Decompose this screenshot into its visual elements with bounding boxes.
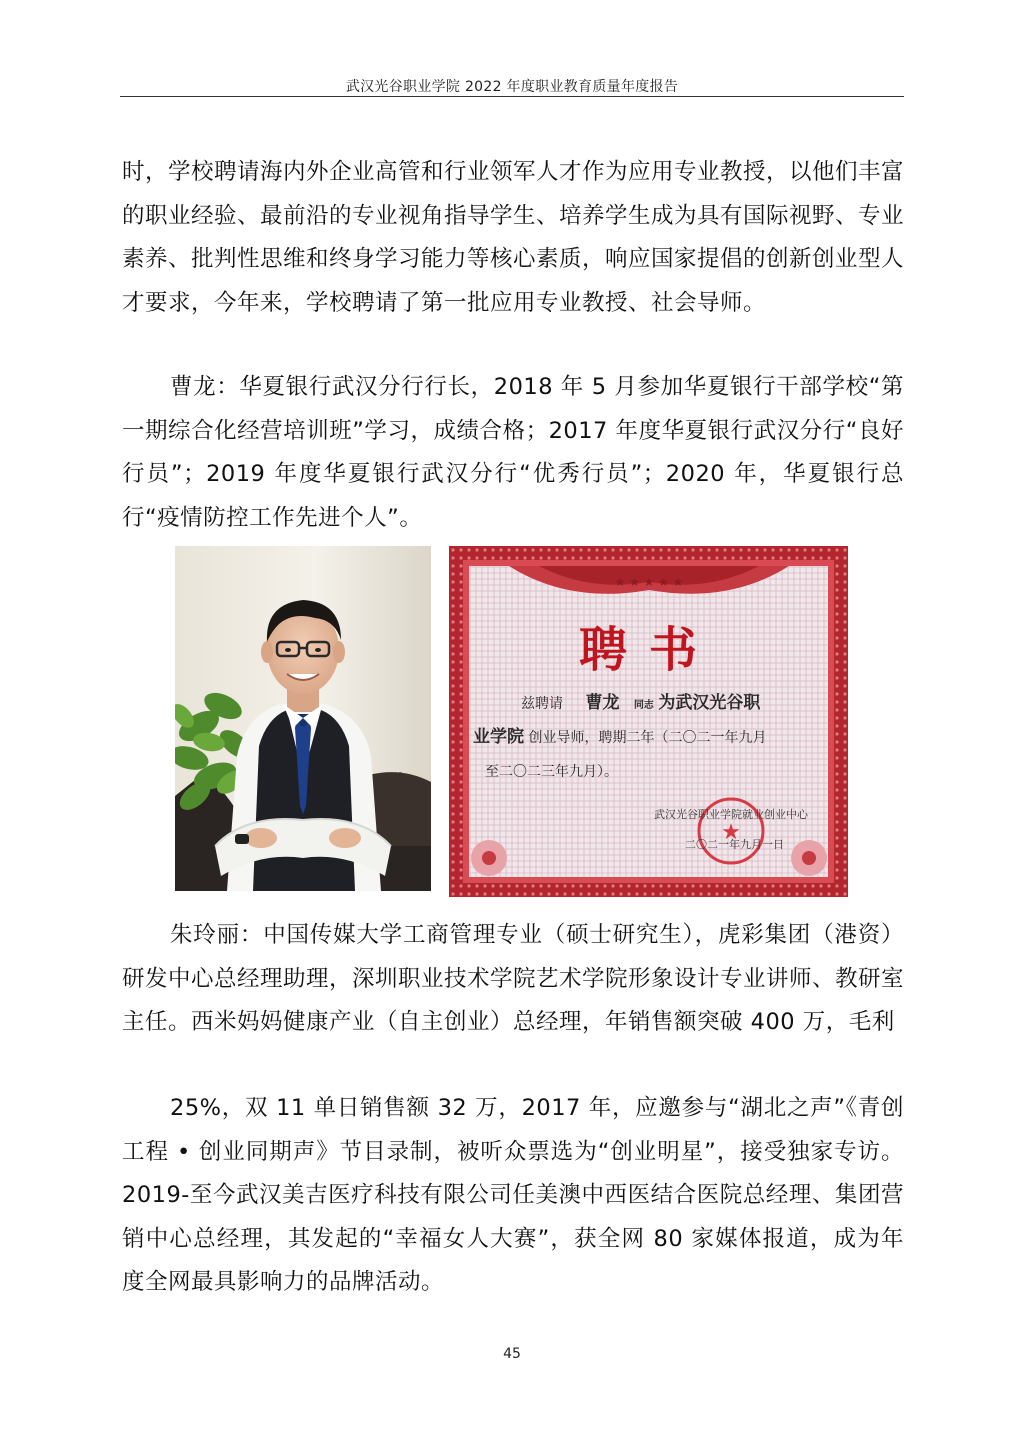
page-header-title: 武汉光谷职业学院 2022 年度职业教育质量年度报告	[345, 79, 679, 95]
certificate-date: 二〇二一年九月一日	[685, 838, 784, 851]
svg-text:业学院 创业导师，聘期二年（二〇二一年九月	[473, 726, 766, 747]
certificate-line2-rest: 创业导师，聘期二年（二〇二一年九月	[528, 730, 767, 746]
certificate-line2-bold: 业学院	[473, 727, 524, 747]
appointment-certificate	[449, 546, 848, 897]
certificate-stars: ★ ★ ★ ★ ★	[614, 575, 684, 589]
paragraph-cao-long: 曹龙：华夏银行武汉分行行长，2018 年 5 月参加华夏银行干部学校“第一期综合化经营培训班”学习，成绩合格；2017 年度华夏银行武汉分行“良好行员”；2019 年度华夏银行武汉分行“优秀行员”；2020 年，华夏银行总行“疫情防控工作先进个人”。	[122, 374, 904, 531]
certificate-line1-title: 同志	[633, 700, 654, 711]
paragraph-intro: 时，学校聘请海内外企业高管和行业领军人才作为应用专业教授，以他们丰富的职业经验、最前沿的专业视角指导学生、培养学生成为具有国际视野、专业素养、批判性思维和终身学习能力等核心素质，响应国家提倡的创新创业型人才要求，今年来，学校聘请了第一批应用专业教授、社会导师。	[122, 159, 905, 316]
portrait-photo	[175, 546, 431, 891]
certificate-issuer: 武汉光谷职业学院就业创业中心	[654, 808, 808, 821]
certificate-line1-prefix: 兹聘请	[521, 696, 563, 712]
page-number: 45	[503, 1346, 521, 1362]
certificate-appointee-name: 曹龙	[585, 693, 620, 713]
certificate-line3: 至二〇二三年九月）。	[485, 764, 618, 780]
header-divider	[120, 96, 904, 97]
certificate-line1-suffix: 为武汉光谷职	[658, 693, 761, 713]
paragraph-zhu-lingli-continued: 25%，双 11 单日销售额 32 万，2017 年，应邀参与“湖北之声”《青创工程 • 创业同期声》节目录制，被听众票选为“创业明星”，接受独家专访。2019-至今武汉美吉医疗科技有限公司任美澳中西医结合医院总经理、集团营销中心总经理，其发起的“幸福女人大赛”，获全网 80 家媒体报道，成为年度全网最具影响力的品牌活动。	[122, 1095, 904, 1295]
svg-text:★: ★	[721, 820, 741, 845]
paragraph-zhu-lingli: 朱玲丽：中国传媒大学工商管理专业（硕士研究生），虎彩集团（港资）研发中心总经理助理，深圳职业技术学院艺术学院形象设计专业讲师、教研室主任。西米妈妈健康产业（自主创业）总经理，年销售额突破 400 万，毛利	[122, 922, 905, 1035]
certificate-title: 聘书	[578, 622, 720, 678]
